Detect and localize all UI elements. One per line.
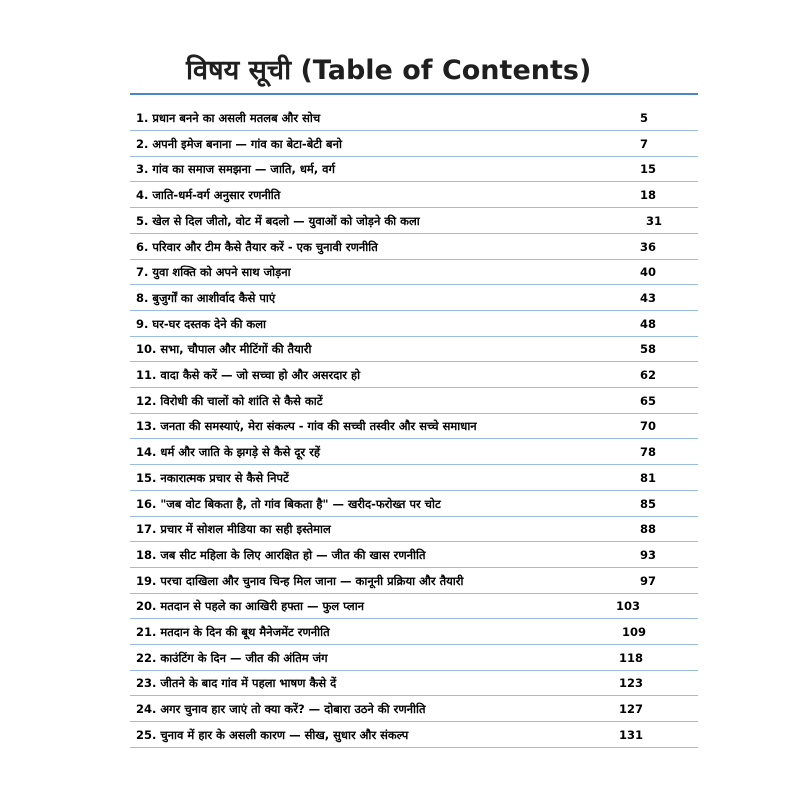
row-divider (130, 541, 698, 542)
toc-entry-page-number: 81 (640, 470, 657, 485)
toc-entry-page-number: 103 (616, 599, 641, 614)
toc-entry[interactable] (130, 647, 698, 671)
row-divider (130, 387, 698, 388)
toc-entry-title: 18. जब सीट महिला के लिए आरक्षित हो — जीत की खास रणनीति (136, 547, 426, 562)
page-title: विषय सूची (Table of Contents) (186, 55, 592, 86)
toc-entry-title: 6. परिवार और टीम कैसे तैयार करें - एक चुनावी रणनीति (136, 239, 378, 254)
toc-entry-page-number: 31 (646, 213, 663, 228)
toc-entry-title: 1. प्रधान बनने का असली मतलब और सोच (136, 111, 321, 125)
toc-entry-title: 5. खेल से दिल जीतो, वोट में बदलो — युवाओं को जोड़ने की कला (136, 213, 420, 228)
toc-entry[interactable] (130, 518, 698, 542)
toc-entry[interactable] (130, 261, 698, 285)
toc-entry-page-number: 36 (640, 239, 657, 254)
toc-entry-title: 16. "जब वोट बिकता है, तो गांव बिकता है" — खरीद-फरोख्त पर चोट (136, 496, 441, 511)
row-divider (130, 336, 698, 337)
row-divider (130, 310, 698, 311)
toc-entry-title: 19. परचा दाखिला और चुनाव चिन्ह मिल जाना — कानूनी प्रक्रिया और तैयारी (136, 573, 464, 588)
toc-entry-page-number: 118 (619, 650, 644, 665)
row-divider (130, 490, 698, 491)
toc-entry[interactable] (130, 441, 698, 465)
toc-entry[interactable] (130, 570, 698, 594)
row-divider (130, 721, 698, 722)
toc-entry-title: 23. जीतने के बाद गांव में पहला भाषण कैसे दें (136, 676, 337, 691)
toc-entry-page-number: 127 (619, 702, 644, 717)
toc-entry-title: 15. नकारात्मक प्रचार से कैसे निपटें (136, 470, 289, 485)
row-divider (130, 181, 698, 182)
toc-entry-title: 13. जनता की समस्याएं, मेरा संकल्प - गांव की सच्ची तस्वीर और सच्चे समाधान (136, 419, 477, 434)
toc-entry-title: 12. विरोधी की चालों को शांति से कैसे काटें (136, 393, 323, 408)
toc-entry-page-number: 40 (640, 265, 657, 280)
row-divider (130, 207, 698, 208)
toc-entry[interactable] (130, 595, 698, 619)
toc-entry-title: 20. मतदान से पहले का आखिरी हफ्ता — फुल प्लान (136, 599, 365, 614)
row-divider (130, 361, 698, 362)
toc-entry-page-number: 7 (640, 136, 649, 151)
toc-entry[interactable] (130, 107, 698, 131)
toc-entry-page-number: 131 (619, 727, 644, 742)
toc-entry-page-number: 15 (640, 162, 657, 177)
row-divider (130, 567, 698, 568)
toc-entry[interactable] (130, 158, 698, 182)
toc-entry[interactable] (130, 133, 698, 157)
toc-entry-title: 4. जाति-धर्म-वर्ग अनुसार रणनीति (136, 188, 281, 203)
toc-entry-page-number: 78 (640, 445, 657, 460)
toc-entry[interactable] (130, 390, 698, 414)
toc-entry-title: 11. वादा कैसे करें — जो सच्चा हो और असरदार हो (136, 368, 361, 382)
toc-entry-page-number: 65 (640, 393, 657, 408)
row-divider (130, 130, 698, 131)
toc-entry-title: 22. काउंटिंग के दिन — जीत की अंतिम जंग (136, 650, 328, 665)
toc-entry-page-number: 18 (640, 188, 657, 203)
toc-entry[interactable] (130, 467, 698, 491)
toc-entry[interactable] (130, 313, 698, 337)
toc-entry[interactable] (130, 338, 698, 362)
toc-entry-title: 24. अगर चुनाव हार जाएं तो क्या करें? — दोबारा उठने की रणनीति (136, 702, 426, 717)
toc-entry[interactable] (130, 184, 698, 208)
row-divider (130, 413, 698, 414)
toc-entry[interactable] (130, 672, 698, 696)
toc-entry-title: 17. प्रचार में सोशल मीडिया का सही इस्तेमाल (136, 522, 331, 537)
toc-entry-page-number: 43 (640, 290, 657, 305)
toc-entry-page-number: 123 (619, 676, 644, 691)
toc-entry-page-number: 5 (640, 111, 649, 125)
toc-entry-title: 14. धर्म और जाति के झगड़े से कैसे दूर रहें (136, 445, 321, 460)
toc-entry-page-number: 58 (640, 342, 657, 357)
toc-entry[interactable] (130, 364, 698, 388)
toc-entry-title: 9. घर-घर दस्तक देने की कला (136, 316, 267, 331)
toc-entry-page-number: 109 (622, 625, 647, 639)
row-divider (130, 284, 698, 285)
toc-entry-title: 3. गांव का समाज समझना — जाति, धर्म, वर्ग (136, 162, 336, 177)
toc-entry-page-number: 93 (640, 547, 657, 562)
toc-entry[interactable] (130, 210, 698, 234)
row-divider (130, 644, 698, 645)
toc-entry[interactable] (130, 236, 698, 260)
row-divider (130, 747, 698, 748)
row-divider (130, 156, 698, 157)
row-divider (130, 438, 698, 439)
toc-entry-title: 2. अपनी इमेज बनाना — गांव का बेटा-बेटी बनो (136, 136, 342, 151)
row-divider (130, 464, 698, 465)
toc-entry-page-number: 62 (640, 368, 657, 382)
toc-entry[interactable] (130, 698, 698, 722)
toc-entry[interactable] (130, 724, 698, 748)
toc-entry-page-number: 70 (640, 419, 657, 434)
toc-entry-page-number: 88 (640, 522, 657, 537)
row-divider (130, 516, 698, 517)
toc-entry-page-number: 97 (640, 573, 657, 588)
toc-entry-title: 10. सभा, चौपाल और मीटिंगों की तैयारी (136, 342, 312, 357)
row-divider (130, 695, 698, 696)
toc-entry-page-number: 85 (640, 496, 657, 511)
toc-entry[interactable] (130, 287, 698, 311)
toc-entry[interactable] (130, 621, 698, 645)
row-divider (130, 593, 698, 594)
toc-entry[interactable] (130, 493, 698, 517)
toc-entry-page-number: 48 (640, 316, 657, 331)
toc-entry-title: 21. मतदान के दिन की बूथ मैनेजमेंट रणनीति (136, 625, 330, 639)
row-divider (130, 233, 698, 234)
toc-entry-title: 8. बुजुर्गों का आशीर्वाद कैसे पाएं (136, 290, 276, 305)
row-divider (130, 259, 698, 260)
row-divider (130, 670, 698, 671)
toc-entry[interactable] (130, 544, 698, 568)
toc-entry-title: 7. युवा शक्ति को अपने साथ जोड़ना (136, 265, 291, 280)
toc-entry[interactable] (130, 415, 698, 439)
row-divider (130, 618, 698, 619)
toc-entry-title: 25. चुनाव में हार के असली कारण — सीख, सुधार और संकल्प (136, 727, 409, 742)
